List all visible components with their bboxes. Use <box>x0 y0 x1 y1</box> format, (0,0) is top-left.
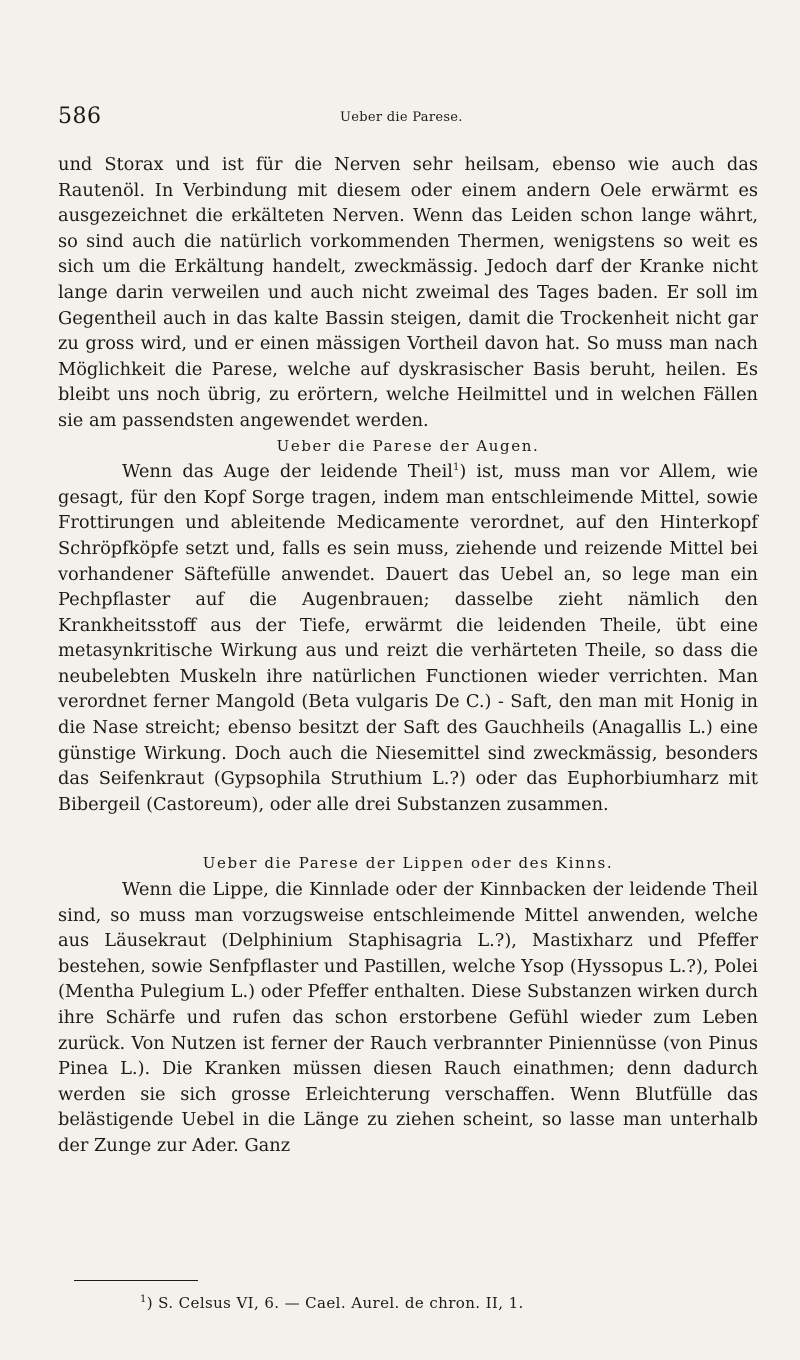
paragraph-lips: Wenn die Lippe, die Kinnlade oder der Kinnbacken der leidende Theil sind, so muss man vorzugsweise entschleimende Mittel anwenden, welche aus Läusekraut (Delphinium Staphisagria L.?), Mastixharz und Pfeffer bestehen, sowie Senfpflaster und Pastillen, welche Ysop (Hyssopus L.?), Polei (Mentha Pulegium L.) oder Pfeffer enthalten. Diese Substanzen wirken durch ihre Schärfe und rufen das schon erstorbene Gefühl wieder zum Leben zurück. Von Nutzen ist ferner der Rauch verbrannter Piniennüsse (von Pinus Pinea L.). Die Kranken müssen diesen Rauch einathmen; denn dadurch werden sie sich grosse Erleichterung verschaffen. Wenn Blutfülle das belästigende Uebel in die Länge zu ziehen scheint, so lasse man unterhalb der Zunge zur Ader. Ganz <box>58 879 758 1156</box>
footnote <box>140 1294 524 1312</box>
body-text <box>58 152 758 1159</box>
running-head: Ueber die Parese. <box>340 110 463 125</box>
paragraph-continued: und Storax und ist für die Nerven sehr heilsam, ebenso wie auch das Rautenöl. In Verbindung mit diesem oder einem andern Oele erwärmt es ausgezeichnet die erkälteten Nerven. Wenn das Leiden schon lange währt, so sind auch die natürlich vorkommenden Thermen, wenigstens so weit es sich um die Erkältung handelt, zweckmässig. Jedoch darf der Kranke nicht lange darin verweilen und auch nicht zweimal des Tages baden. Er soll im Gegentheil auch in das kalte Bassin steigen, damit die Trockenheit nicht gar zu gross wird, und er einen mässigen Vortheil davon hat. So muss man nach Möglichkeit die Parese, welche auf dyskrasischer Basis beruht, heilen. Es bleibt uns noch übrig, zu erörtern, welche Heilmittel und in welchen Fällen sie am passendsten angewendet werden. <box>58 154 758 431</box>
section-heading-lips: Ueber die Parese der Lippen oder des Kinns. <box>202 854 614 873</box>
footnote-text: ) S. Celsus VI, 6. — Cael. Aurel. de chron. II, 1. <box>146 1294 524 1312</box>
paragraph-eyes <box>58 459 758 817</box>
paragraph-eyes-start: Wenn das Auge der leidende Theil <box>122 461 453 483</box>
paragraph-eyes-rest: ) ist, muss man vor Allem, wie gesagt, für den Kopf Sorge tragen, indem man entschleimende Mittel, sowie Frottirungen und ableitende Medicamente verordnet, auf den Hinterkopf Schröpfköpfe setzt und, falls es sein muss, ziehende und reizende Mittel bei vorhandener Säftefülle anwendet. Dauert das Uebel an, so lege man ein Pechpflaster auf die Augenbrauen; dasselbe zieht nämlich den Krankheitsstoff aus der Tiefe, erwärmt die leidenden Theile, übt eine metasynkritische Wirkung aus und reizt die verhärteten Theile, so dass die neubelebten Muskeln ihre natürlichen Functionen wieder verrichten. Man verordnet ferner Mangold (Beta vulgaris De C.) - Saft, den man mit Honig in die Nase streicht; ebenso besitzt der Saft des Gauchheils (Anagallis L.) eine günstige Wirkung. Doch auch die Niesemittel sind zweckmässig, besonders das Seifenkraut (Gypsophila Struthium L.?) oder das Euphorbiumharz mit Bibergeil (Castoreum), oder alle drei Substanzen zusammen. <box>58 461 758 815</box>
footnote-reference: 1 <box>452 462 460 474</box>
section-heading-eyes: Ueber die Parese der Augen. <box>276 436 540 455</box>
footnote-marker: 1 <box>140 1294 147 1305</box>
page-header <box>58 104 758 134</box>
page-number: 586 <box>58 104 102 129</box>
footnote-rule <box>74 1280 198 1281</box>
